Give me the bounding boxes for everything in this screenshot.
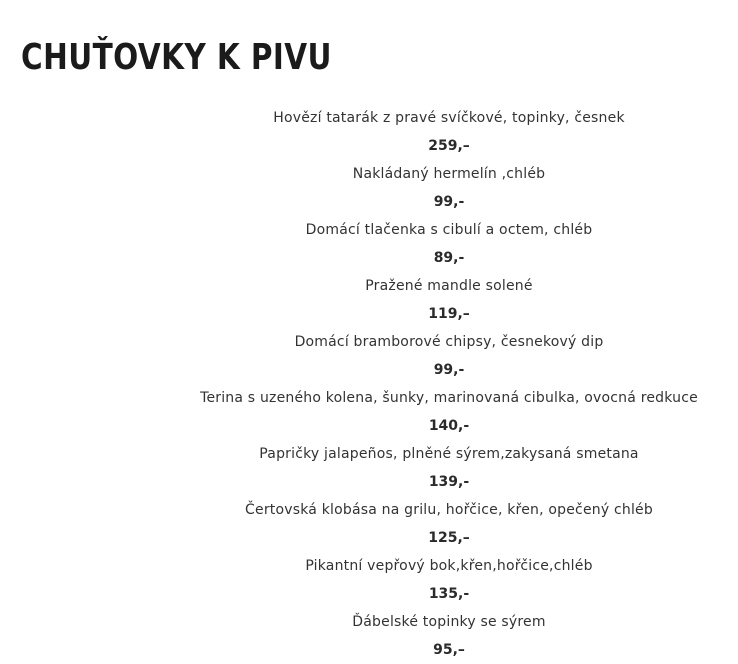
menu-item-name: Pikantní vepřový bok,křen,hořčice,chléb (305, 558, 593, 574)
menu-item-price: 125,– (428, 530, 470, 546)
menu-item-price: 119,– (428, 306, 470, 322)
menu-item-name: Nakládaný hermelín ,chléb (352, 166, 546, 182)
menu-item-price: 139,- (428, 474, 470, 490)
section-title: CHUŤOVKY K PIVU (21, 37, 332, 78)
menu-item-price: 259,– (428, 138, 470, 154)
menu-item (0, 440, 738, 496)
menu-item (0, 104, 738, 160)
menu-item-name: Hovězí tatarák z pravé svíčkové, topinky, česnek (273, 110, 625, 126)
menu-item (0, 160, 738, 216)
menu-item (0, 328, 738, 384)
menu-item-price: 95,– (433, 642, 465, 658)
menu-item-name: Papričky jalapeños, plněné sýrem,zakysaná smetana (259, 446, 639, 462)
menu-item-name: Domácí bramborové chipsy, česnekový dip (294, 334, 604, 350)
menu-item (0, 608, 738, 664)
menu-item (0, 272, 738, 328)
menu-item (0, 384, 738, 440)
menu-item-price: 99,- (433, 194, 465, 210)
menu-list (0, 104, 738, 664)
menu-item-name: Ďábelské topinky se sýrem (352, 614, 546, 630)
menu-item-name: Domácí tlačenka s cibulí a octem, chléb (305, 222, 593, 238)
menu-item-price: 140,- (428, 418, 470, 434)
menu-item-name: Čertovská klobása na grilu, hořčice, křen, opečený chléb (245, 502, 653, 518)
menu-item-price: 99,- (433, 362, 465, 378)
menu-item-price: 135,- (428, 586, 470, 602)
menu-item-name: Pražené mandle solené (365, 278, 533, 294)
menu-item-price: 89,- (433, 250, 465, 266)
menu-item (0, 216, 738, 272)
menu-item (0, 496, 738, 552)
menu-item-name: Terina s uzeného kolena, šunky, marinovaná cibulka, ovocná redkuce (200, 390, 698, 406)
menu-item (0, 552, 738, 608)
